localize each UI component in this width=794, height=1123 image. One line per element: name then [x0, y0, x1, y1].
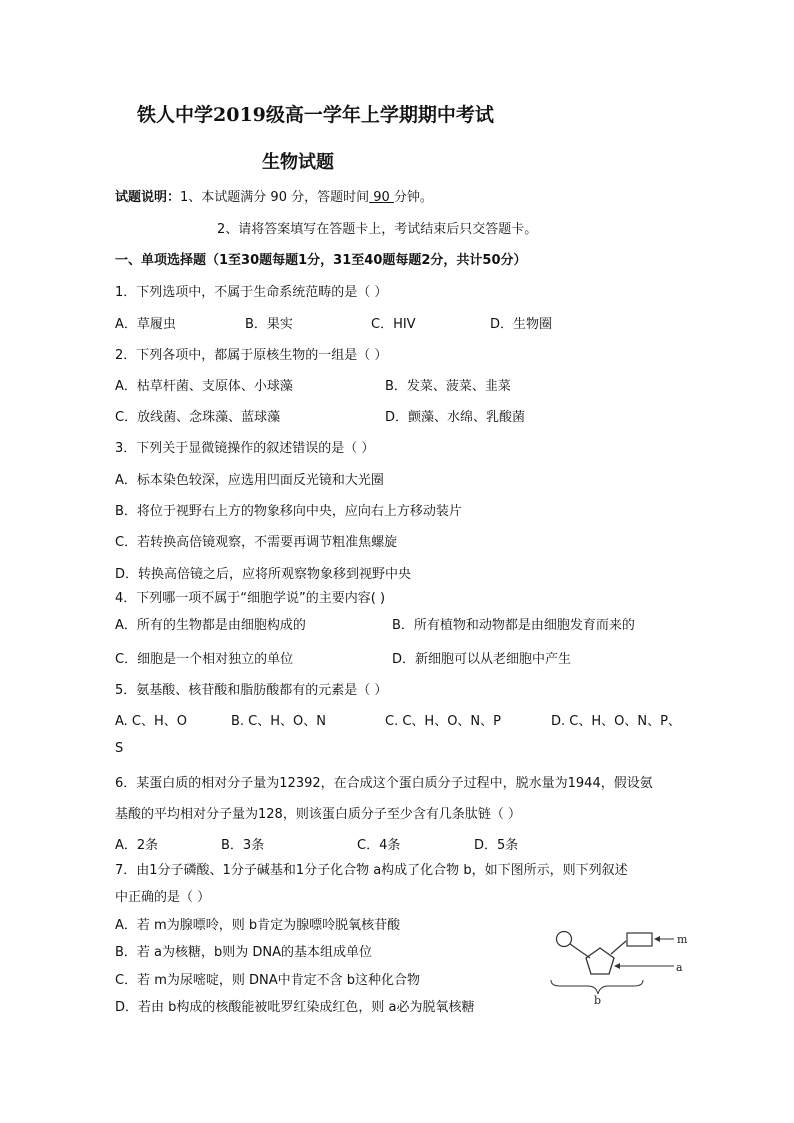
q3-option-a: A．标本染色较深，应选用凹面反光镜和大光圈 — [115, 473, 384, 488]
time-value: 90 — [369, 190, 394, 205]
question-7-stem-1: 7．由1分子磷酸、1分子碱基和1分子化合物 a构成了化合物 b，如下图所示，则下列叙述 — [115, 863, 628, 878]
question-1-stem: 1．下列选项中，不属于生命系统范畴的是（ ） — [115, 285, 388, 300]
q6-option-c: C．4条 — [357, 838, 401, 853]
brace-b — [551, 980, 643, 994]
q4-option-a: A．所有的生物都是由细胞构成的 — [115, 618, 306, 633]
q2-option-d: D．颤藻、水绵、乳酸菌 — [385, 410, 526, 425]
q2-option-a: A．枯草杆菌、支原体、小球藻 — [115, 379, 293, 394]
base-rect — [627, 933, 652, 946]
q4-option-c: C．细胞是一个相对独立的单位 — [115, 652, 294, 667]
question-6-stem-1: 6．某蛋白质的相对分子量为12392，在合成这个蛋白质分子过程中，脱水量为1944，假设氨 — [115, 776, 653, 791]
q4-option-b: B．所有植物和动物都是由细胞发育而来的 — [392, 618, 635, 633]
q2-option-c: C．放线菌、念珠藻、蓝球藻 — [115, 410, 281, 425]
instructions-text-1a: 1、本试题满分 90 分，答题时间 — [180, 190, 370, 205]
instructions-text-1b: 分钟。 — [393, 190, 433, 205]
q5-option-d: D. C、H、O、N、P、 — [551, 714, 681, 729]
q5-option-a: A. C、H、O — [115, 714, 188, 729]
nucleotide-diagram — [548, 924, 694, 1006]
question-4-stem: 4．下列哪一项不属于“细胞学说”的主要内容( ) — [115, 591, 386, 606]
q1-option-c: C．HIV — [371, 317, 416, 332]
question-7-stem-2: 中正确的是（ ） — [115, 890, 211, 905]
q2-option-b: B．发菜、菠菜、韭菜 — [385, 379, 511, 394]
label-a: a — [676, 961, 683, 974]
q4-option-d: D．新细胞可以从老细胞中产生 — [392, 652, 572, 667]
q5-option-b: B. C、H、O、N — [231, 714, 326, 729]
subject-title: 生物试题 — [262, 152, 334, 173]
arrow-a-head — [614, 963, 620, 969]
question-2-stem: 2．下列各项中，都属于原核生物的一组是（ ） — [115, 348, 388, 363]
q1-option-a: A．草履虫 — [115, 317, 176, 332]
label-m: m — [677, 933, 688, 946]
q5-option-d-wrap: S — [115, 741, 124, 756]
q7-option-a: A．若 m为腺嘌呤，则 b肯定为腺嘌呤脱氧核苷酸 — [115, 918, 401, 933]
bond-phosphate-sugar — [570, 944, 590, 958]
instructions-line-1 — [115, 186, 433, 205]
q7-option-b: B．若 a为核糖，b则为 DNA的基本组成单位 — [115, 945, 373, 960]
q3-option-b: B．将位于视野右上方的物象移向中央，应向右上方移动装片 — [115, 504, 462, 519]
q6-option-a: A．2条 — [115, 838, 159, 853]
q6-option-d: D．5条 — [474, 838, 519, 853]
question-5-stem: 5．氨基酸、核苷酸和脂肪酸都有的元素是（ ） — [115, 683, 388, 698]
question-3-stem: 3．下列关于显微镜操作的叙述错误的是（ ） — [115, 441, 375, 456]
instructions-label: 试题说明： — [115, 190, 181, 205]
q3-option-d: D．转换高倍镜之后，应将所观察物象移到视野中央 — [115, 567, 412, 582]
bond-sugar-base — [611, 941, 626, 954]
q7-option-c: C．若 m为尿嘧啶，则 DNA中肯定不含 b这种化合物 — [115, 973, 421, 988]
arrow-m-head — [654, 936, 660, 942]
q1-option-b: B．果实 — [245, 317, 293, 332]
q7-option-d: D．若由 b构成的核酸能被吡罗红染成红色，则 a必为脱氧核糖 — [115, 1000, 475, 1015]
q1-option-d: D．生物圈 — [490, 317, 553, 332]
exam-title: 铁人中学2019级高一学年上学期期中考试 — [137, 104, 494, 126]
section-heading: 一、单项选择题（1至30题每题1分，31至40题每题2分，共计50分） — [115, 253, 527, 268]
q5-option-c: C. C、H、O、N、P — [385, 714, 501, 729]
phosphate-circle — [557, 932, 572, 947]
instructions-line-2: 2、请将答案填写在答题卡上，考试结束后只交答题卡。 — [217, 222, 538, 237]
pentose-pentagon — [586, 948, 614, 974]
label-b: b — [594, 994, 602, 1006]
q6-option-b: B．3条 — [221, 838, 265, 853]
question-6-stem-2: 基酸的平均相对分子量为128，则该蛋白质分子至少含有几条肽链（ ） — [115, 807, 521, 822]
q3-option-c: C．若转换高倍镜观察，不需要再调节粗准焦螺旋 — [115, 535, 398, 550]
